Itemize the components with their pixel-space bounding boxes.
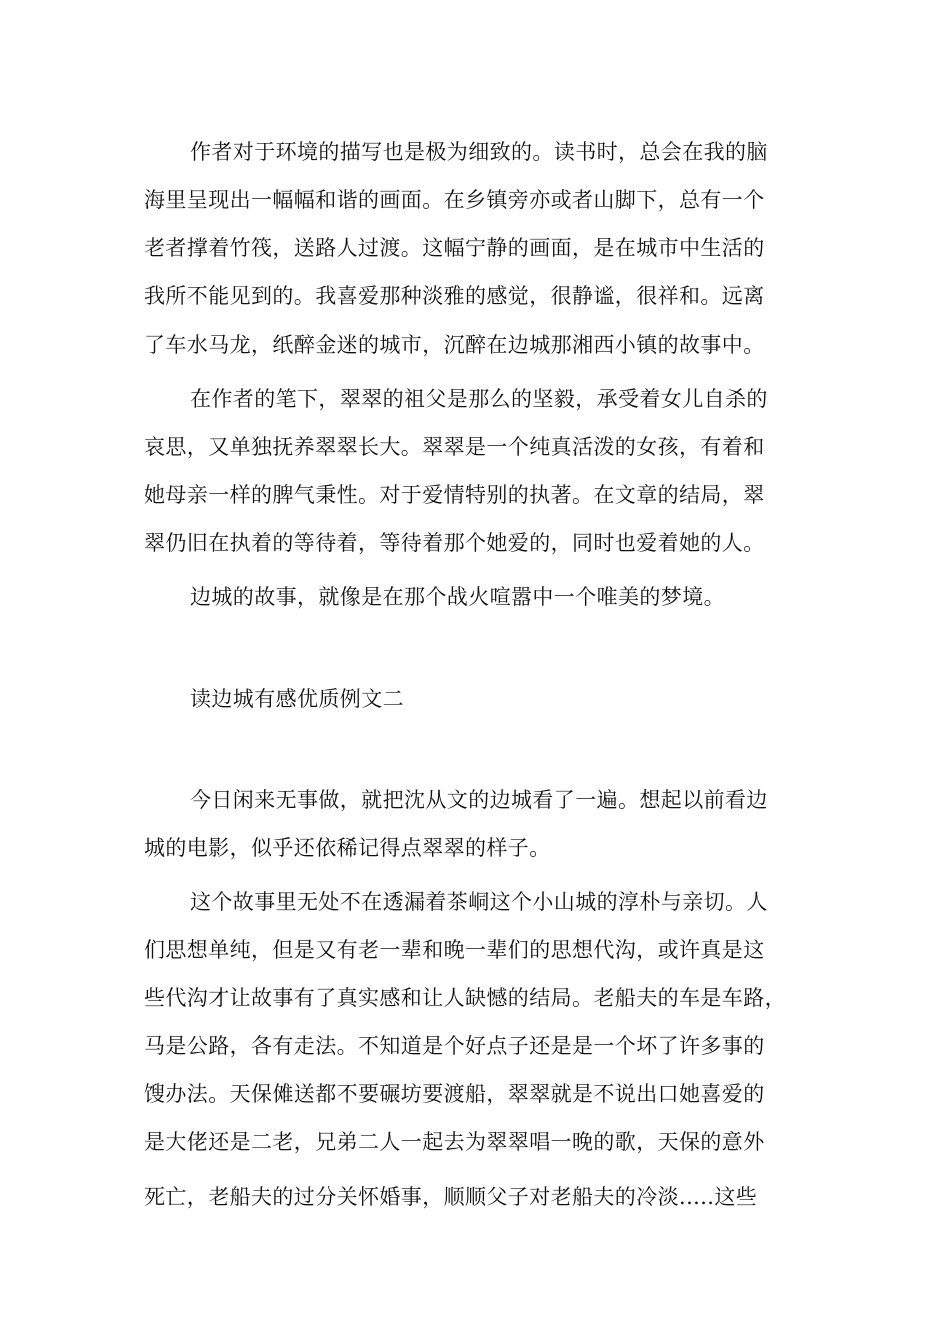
paragraph-5-line-6: 是大佬还是二老，兄弟二人一起去为翠翠唱一晚的歌，天保的意外	[144, 1130, 765, 1154]
paragraph-1-line-1: 作者对于环境的描写也是极为细致的。读书时，总会在我的脑	[190, 140, 768, 164]
paragraph-5-line-4: 马是公路，各有走法。不知道是个好点子还是是一个坏了许多事的	[144, 1034, 765, 1058]
paragraph-2-line-2: 哀思，又单独抚养翠翠长大。翠翠是一个纯真活泼的女孩，有着和	[144, 435, 765, 459]
section-title: 读边城有感优质例文二	[190, 687, 404, 711]
paragraph-5-line-1: 这个故事里无处不在透漏着茶峒这个小山城的淳朴与亲切。人	[190, 890, 768, 914]
paragraph-1-line-5: 了车水马龙，纸醉金迷的城市，沉醉在边城那湘西小镇的故事中。	[144, 333, 765, 357]
paragraph-4-line-1: 今日闲来无事做，就把沈从文的边城看了一遍。想起以前看边	[190, 788, 768, 812]
paragraph-1-line-3: 老者撑着竹筏，送路人过渡。这幅宁静的画面，是在城市中生活的	[144, 236, 765, 260]
paragraph-2-line-4: 翠仍旧在执着的等待着，等待着那个她爱的，同时也爱着她的人。	[144, 531, 765, 555]
paragraph-1-line-4: 我所不能见到的。我喜爱那种淡雅的感觉，很静谧，很祥和。远离	[144, 284, 765, 308]
paragraph-5-line-7: 死亡，老船夫的过分关怀婚事，顺顺父子对老船夫的冷淡.....这些	[144, 1185, 758, 1209]
paragraph-1-line-2: 海里呈现出一幅幅和谐的画面。在乡镇旁亦或者山脚下，总有一个	[144, 188, 765, 212]
paragraph-5-line-3: 些代沟才让故事有了真实感和让人缺憾的结局。老船夫的车是车路，	[144, 986, 786, 1010]
paragraph-2-line-3: 她母亲一样的脾气秉性。对于爱情特别的执著。在文章的结局，翠	[144, 483, 765, 507]
paragraph-3-line-1: 边城的故事，就像是在那个战火喧嚣中一个唯美的梦境。	[190, 585, 725, 609]
paragraph-2-line-1: 在作者的笔下，翠翠的祖父是那么的坚毅，承受着女儿自杀的	[190, 387, 768, 411]
paragraph-5-line-2: 们思想单纯，但是又有老一辈和晚一辈们的思想代沟，或许真是这	[144, 938, 765, 962]
paragraph-5-line-5: 馊办法。天保傩送都不要碾坊要渡船，翠翠就是不说出口她喜爱的	[144, 1082, 765, 1106]
paragraph-4-line-2: 城的电影，似乎还依稀记得点翠翠的样子。	[144, 836, 551, 860]
